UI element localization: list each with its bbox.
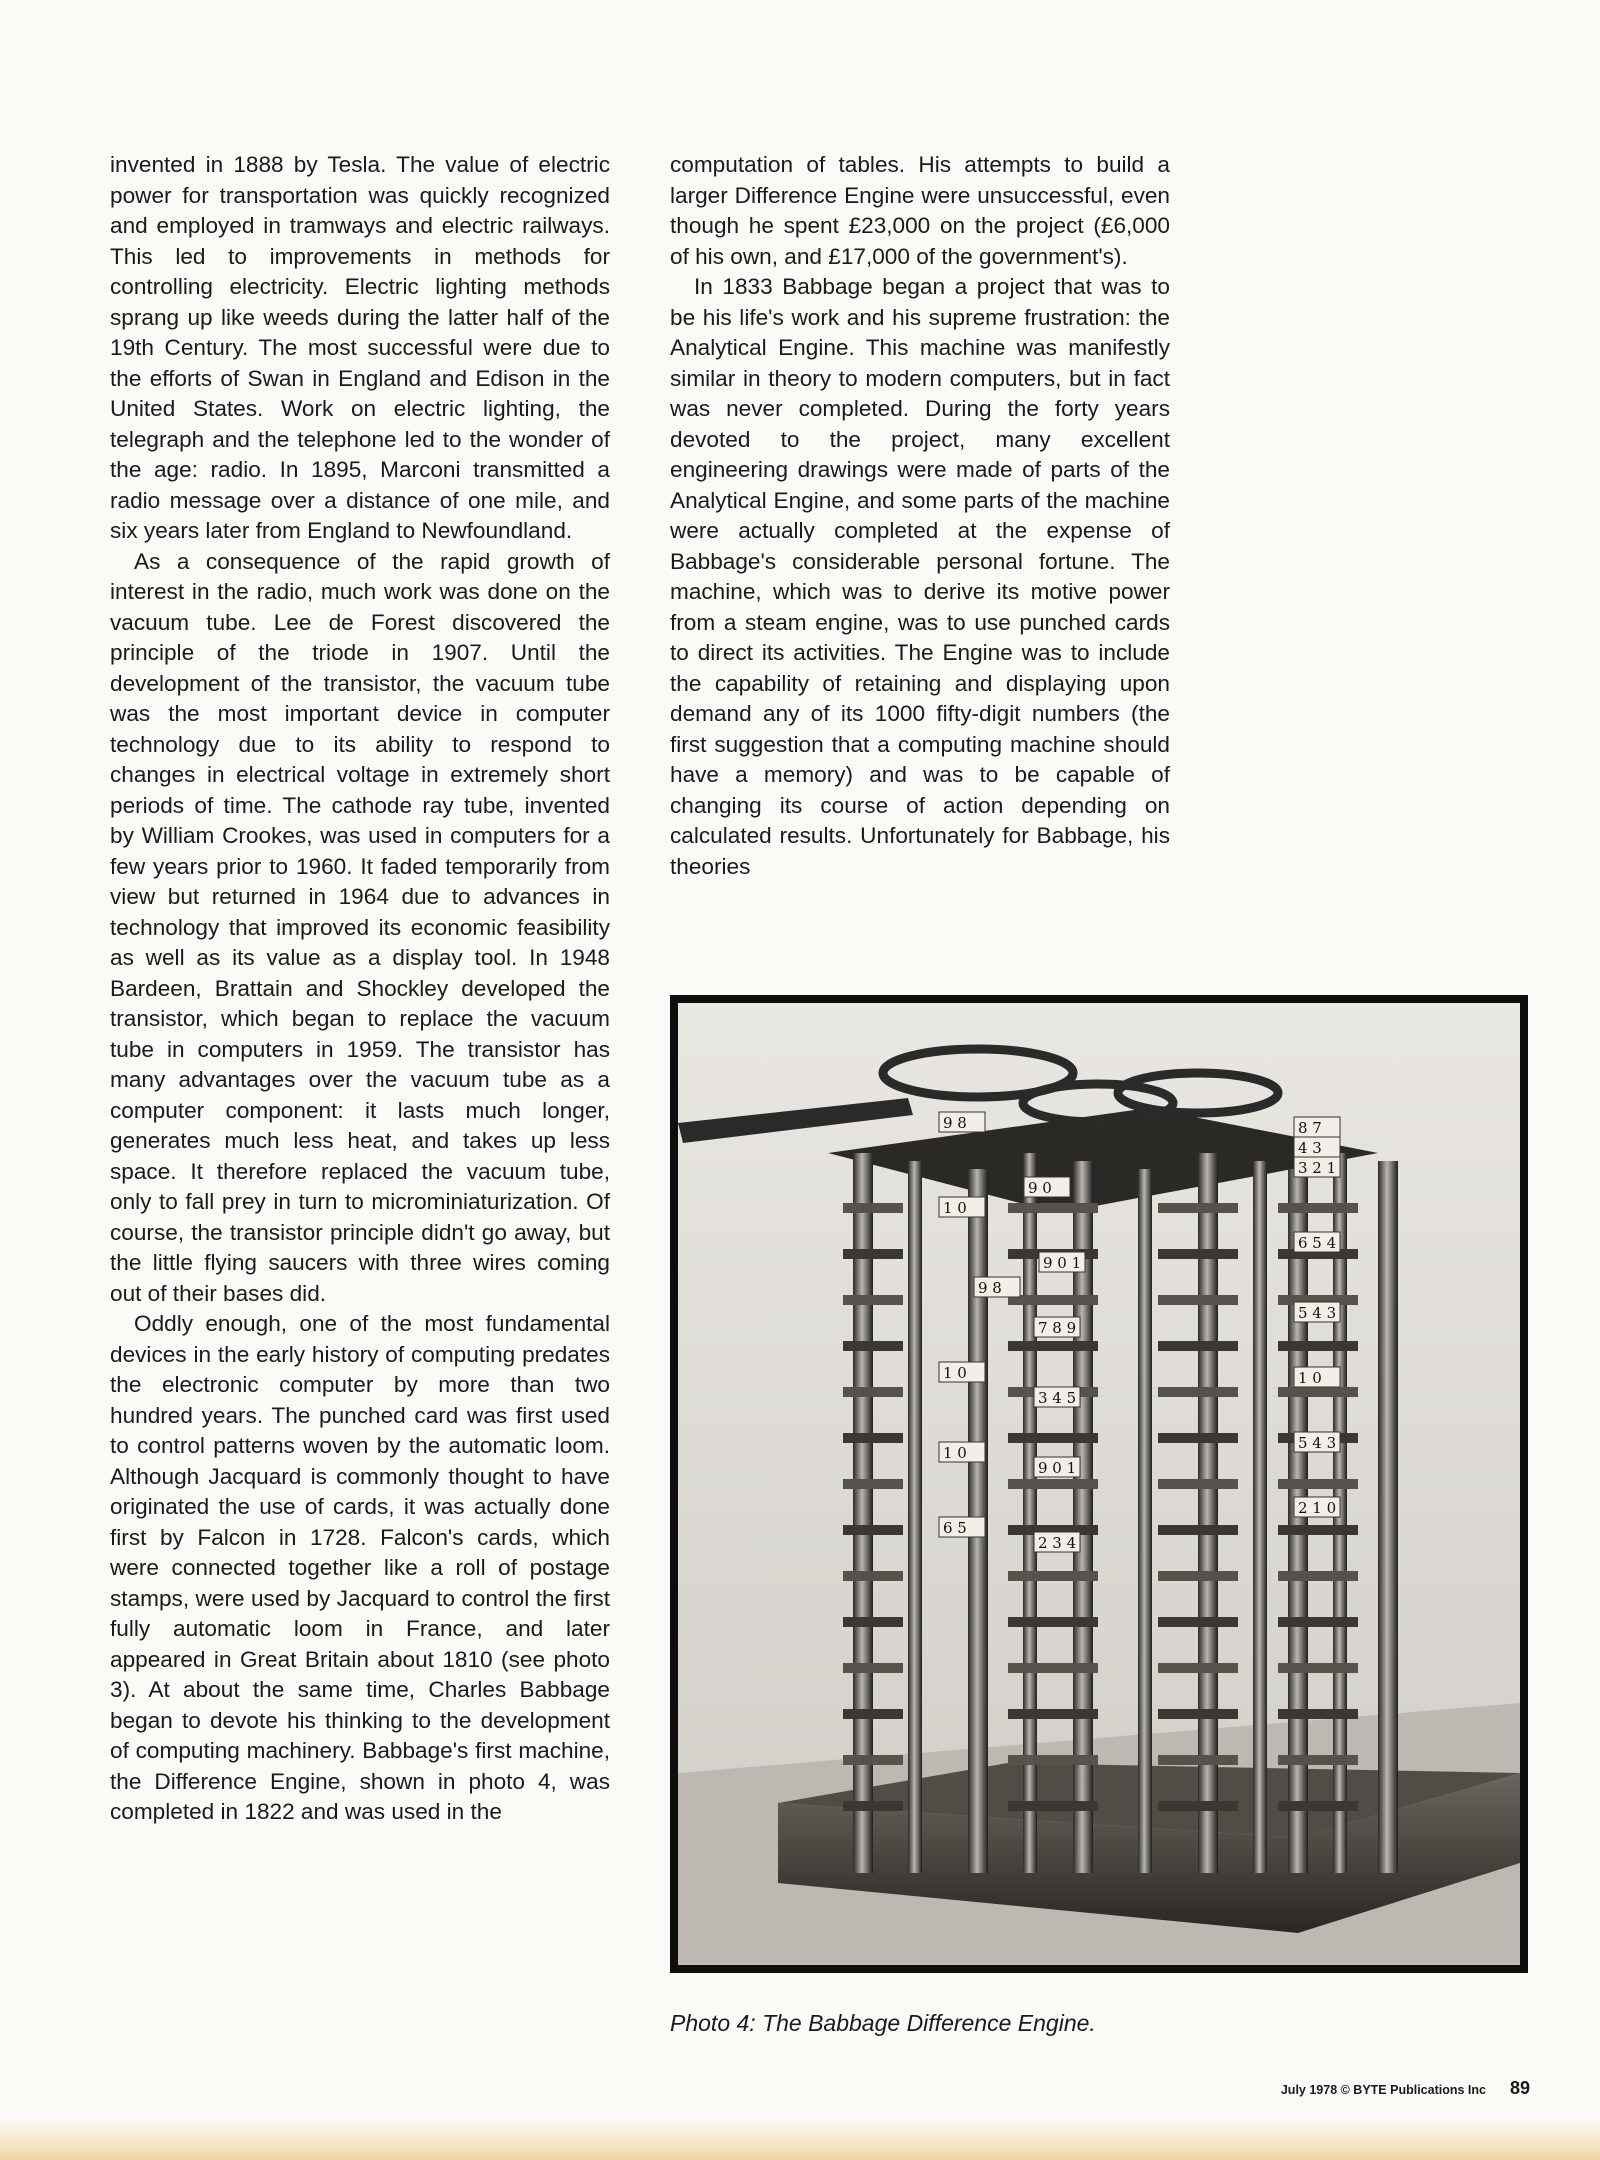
dial-digits: 8 7 bbox=[1298, 1119, 1322, 1137]
engine-wheel bbox=[1008, 1801, 1098, 1811]
engine-wheel bbox=[1278, 1755, 1358, 1765]
number-dial bbox=[1034, 1457, 1080, 1477]
engine-wheel bbox=[843, 1801, 903, 1811]
dial-digits: 2 1 0 bbox=[1298, 1499, 1337, 1517]
engine-wheel bbox=[1158, 1617, 1238, 1627]
engine-wheel bbox=[1008, 1755, 1098, 1765]
right-column bbox=[670, 150, 1170, 882]
engine-wheel bbox=[1158, 1801, 1238, 1811]
engine-wheel bbox=[1008, 1663, 1098, 1673]
dial-digits: 7 8 9 bbox=[1038, 1319, 1077, 1337]
engine-wheel bbox=[1278, 1525, 1358, 1535]
engine-wheel bbox=[843, 1295, 903, 1305]
engine-wheel bbox=[843, 1203, 903, 1213]
paragraph: In 1833 Babbage began a project that was to be his life's work and his supreme frustration: the Analytical Engine. This machine was manifestly similar in theory to modern computers, but in fact was never completed. During the forty years devoted to the project, many excellent engineering drawings were made of parts of the Analytical Engine, and some parts of the machine were actually completed at the expense of Babbage's considerable personal fortune. The machine, which was to derive its motive power from a steam engine, was to use punched cards to direct its activities. The Engine was to include the capability of retaining and displaying upon demand any of its 1000 fifty-digit numbers (the first suggestion that a computing machine should have a memory) and was to be capable of changing its course of action depending on calculated results. Unfortunately for Babbage, his theories bbox=[670, 274, 1170, 879]
dial-digits: 1 0 bbox=[943, 1444, 967, 1462]
number-dial bbox=[1034, 1387, 1080, 1407]
dial-digits: 9 0 1 bbox=[1038, 1459, 1077, 1477]
number-dial bbox=[1034, 1317, 1080, 1337]
photo-babbage-difference-engine bbox=[670, 995, 1528, 1973]
engine-wheel bbox=[1158, 1387, 1238, 1397]
dial-digits: 3 4 5 bbox=[1038, 1389, 1077, 1407]
engine-wheel bbox=[843, 1387, 903, 1397]
engine-wheel bbox=[1278, 1571, 1358, 1581]
publication-credit: July 1978 © BYTE Publications Inc bbox=[1280, 2083, 1486, 2097]
number-dial bbox=[1294, 1497, 1340, 1517]
number-dial bbox=[1294, 1367, 1340, 1387]
engine-wheel bbox=[1008, 1433, 1098, 1443]
paper-stain bbox=[0, 2120, 1600, 2160]
engine-column bbox=[1138, 1169, 1152, 1873]
engine-column bbox=[1253, 1161, 1267, 1873]
engine-wheel bbox=[1008, 1295, 1098, 1305]
engine-wheel bbox=[1008, 1709, 1098, 1719]
dial-digits: 9 8 bbox=[978, 1279, 1002, 1297]
engine-wheel bbox=[843, 1249, 903, 1259]
engine-wheel bbox=[1278, 1203, 1358, 1213]
page-footer bbox=[1281, 2078, 1530, 2099]
number-dial bbox=[939, 1197, 985, 1217]
engine-wheel bbox=[843, 1341, 903, 1351]
number-dial bbox=[1039, 1252, 1085, 1272]
engine-wheel bbox=[843, 1709, 903, 1719]
photo-caption: Photo 4: The Babbage Difference Engine. bbox=[670, 2010, 1096, 2036]
engine-wheel bbox=[1158, 1203, 1238, 1213]
difference-engine-image bbox=[678, 1003, 1520, 1965]
engine-wheel bbox=[1008, 1341, 1098, 1351]
paragraph: invented in 1888 by Tesla. The value of electric power for transportation was quickly recognized and employed in tramways and electric railways. This led to improvements in methods for controlling electricity. Electric lighting methods sprang up like weeds during the latter half of the 19th Century. The most successful were due to the efforts of Swan in England and Edison in the United States. Work on electric lighting, the telegraph and the telephone led to the wonder of the age: radio. In 1895, Marconi transmitted a radio message over a distance of one mile, and six years later from England to Newfoundland. bbox=[110, 152, 610, 543]
engine-wheel bbox=[1158, 1663, 1238, 1673]
number-dial bbox=[974, 1277, 1020, 1297]
dial-digits: 2 3 4 bbox=[1038, 1534, 1077, 1552]
engine-wheel bbox=[1158, 1755, 1238, 1765]
number-dial bbox=[1294, 1232, 1340, 1252]
number-dial bbox=[1024, 1177, 1070, 1197]
paragraph: computation of tables. His attempts to build a larger Difference Engine were unsuccessful, even though he spent £23,000 on the project (£6,000 of his own, and £17,000 of the government's). bbox=[670, 152, 1170, 269]
number-dial bbox=[1294, 1137, 1340, 1157]
number-dial bbox=[939, 1112, 985, 1132]
engine-column bbox=[908, 1161, 922, 1873]
engine-wheel bbox=[1278, 1801, 1358, 1811]
engine-wheel bbox=[1278, 1387, 1358, 1397]
dial-digits: 6 5 4 bbox=[1298, 1234, 1337, 1252]
number-dial bbox=[939, 1442, 985, 1462]
dial-digits: 1 0 bbox=[1298, 1369, 1322, 1387]
engine-wheel bbox=[843, 1571, 903, 1581]
engine-wheel bbox=[843, 1525, 903, 1535]
dial-digits: 1 0 bbox=[943, 1364, 967, 1382]
engine-wheel bbox=[843, 1663, 903, 1673]
engine-wheel bbox=[843, 1617, 903, 1627]
left-column bbox=[110, 150, 610, 1828]
dial-digits: 1 0 bbox=[943, 1199, 967, 1217]
engine-wheel bbox=[1158, 1479, 1238, 1489]
number-dial bbox=[1294, 1157, 1340, 1177]
engine-wheel bbox=[1158, 1525, 1238, 1535]
engine-wheel bbox=[1008, 1571, 1098, 1581]
number-dial bbox=[1294, 1302, 1340, 1322]
engine-wheel bbox=[1278, 1709, 1358, 1719]
dial-digits: 5 4 3 bbox=[1298, 1304, 1337, 1322]
engine-wheel bbox=[1278, 1479, 1358, 1489]
engine-column bbox=[1288, 1169, 1308, 1873]
number-dial bbox=[939, 1517, 985, 1537]
number-dial bbox=[1294, 1432, 1340, 1452]
engine-wheel bbox=[843, 1479, 903, 1489]
engine-wheel bbox=[1008, 1203, 1098, 1213]
engine-wheel bbox=[1158, 1249, 1238, 1259]
engine-column bbox=[1378, 1161, 1398, 1873]
dial-digits: 9 8 bbox=[943, 1114, 967, 1132]
engine-wheel bbox=[1158, 1571, 1238, 1581]
number-dial bbox=[939, 1362, 985, 1382]
engine-wheel bbox=[1278, 1617, 1358, 1627]
paragraph: As a consequence of the rapid growth of interest in the radio, much work was done on the vacuum tube. Lee de Forest discovered the principle of the triode in 1907. Until the development of the transistor, the vacuum tube was the most important device in computer technology due to its ability to respond to changes in electrical voltage in extremely short periods of time. The cathode ray tube, invented by William Crookes, was used in computers for a few years prior to 1960. It faded temporarily from view but returned in 1964 due to advances in technology that improved its economic feasibility as well as its value as a display tool. In 1948 Bardeen, Brattain and Shockley developed the transistor, which began to replace the vacuum tube in computers in 1959. The transistor has many advantages over the vacuum tube as a computer component: it lasts much longer, generates much less heat, and takes up less space. It therefore replaced the vacuum tube, only to fall prey in turn to microminiaturization. Of course, the transistor principle didn't go away, but the little flying saucers with three wires coming out of their bases did. bbox=[110, 548, 610, 1306]
dial-digits: 6 5 bbox=[943, 1519, 967, 1537]
dial-digits: 9 0 bbox=[1028, 1179, 1052, 1197]
number-dial bbox=[1294, 1117, 1340, 1137]
engine-wheel bbox=[1278, 1341, 1358, 1351]
dial-digits: 4 3 bbox=[1298, 1139, 1322, 1157]
engine-wheel bbox=[1008, 1617, 1098, 1627]
engine-wheel bbox=[1158, 1295, 1238, 1305]
engine-wheel bbox=[1278, 1663, 1358, 1673]
number-dial bbox=[1034, 1532, 1080, 1552]
dial-digits: 9 0 1 bbox=[1043, 1254, 1082, 1272]
engine-wheel bbox=[1158, 1433, 1238, 1443]
engine-wheel bbox=[1008, 1479, 1098, 1489]
dial-digits: 3 2 1 bbox=[1298, 1159, 1337, 1177]
engine-wheel bbox=[843, 1433, 903, 1443]
page-number: 89 bbox=[1509, 2078, 1530, 2098]
engine-wheel bbox=[1158, 1341, 1238, 1351]
paragraph: Oddly enough, one of the most fundamental devices in the early history of computing predates the electronic computer by more than two hundred years. The punched card was first used to control patterns woven by the automatic loom. Although Jacquard is commonly thought to have originated the use of cards, it was actually done first by Falcon in 1728. Falcon's cards, which were connected together like a roll of postage stamps, were used by Jacquard to control the first fully automatic loom in France, and later appeared in Great Britain about 1810 (see photo 3). At about the same time, Charles Babbage began to devote his thinking to the development of computing machinery. Babbage's first machine, the Difference Engine, shown in photo 4, was completed in 1822 and was used in the bbox=[110, 1311, 610, 1824]
dial-digits: 5 4 3 bbox=[1298, 1434, 1337, 1452]
engine-wheel bbox=[1158, 1709, 1238, 1719]
engine-wheel bbox=[843, 1755, 903, 1765]
